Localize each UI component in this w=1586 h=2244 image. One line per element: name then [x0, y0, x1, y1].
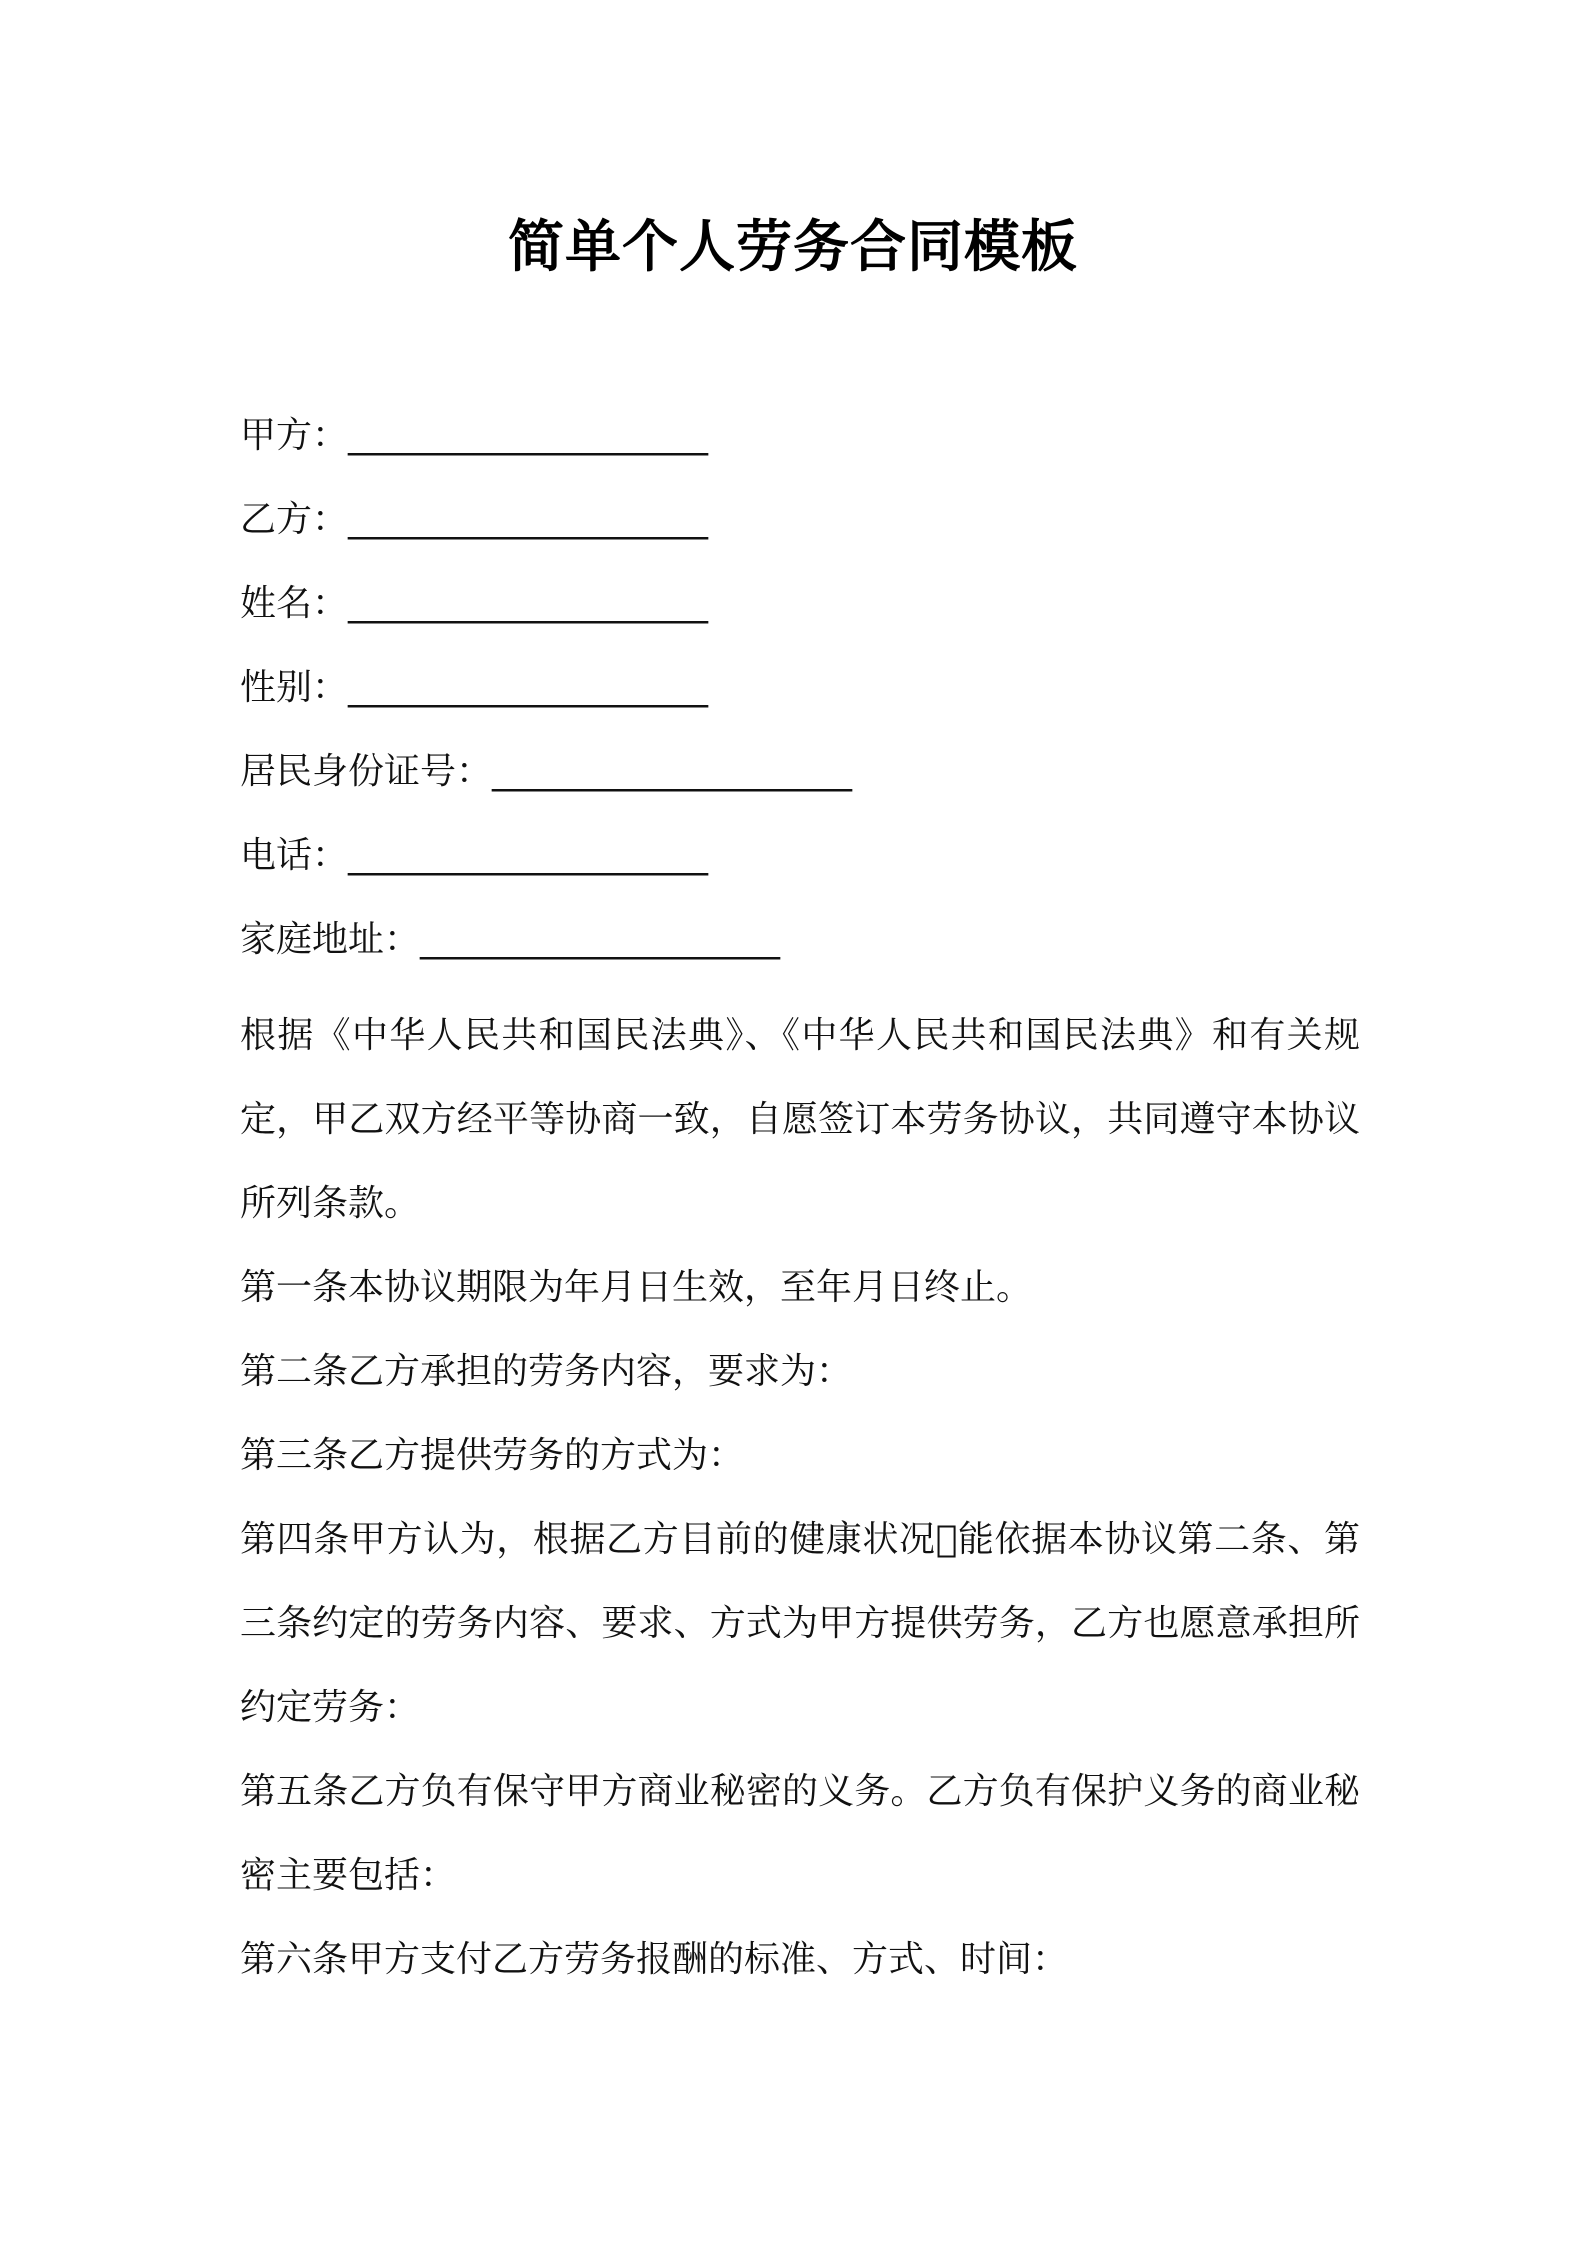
- paragraph-article-1: 第一条本协议期限为年月日生效，至年月日终止。: [240, 1267, 1033, 1308]
- field-id-number: 居民身份证号：____________________: [240, 751, 853, 792]
- document-title: 简单个人劳务合同模板: [508, 215, 1078, 280]
- field-home-address: 家庭地址：____________________: [240, 919, 781, 960]
- contract-body: [240, 994, 1360, 2002]
- field-party-b: 乙方：____________________: [240, 499, 709, 540]
- paragraph-preamble: 根据《中华人民共和国民法典》、《中华人民共和国民法典》和有关规定，甲乙双方经平等协商一致，自愿签订本劳务协议，共同遵守本协议所列条款。: [240, 1015, 1360, 1224]
- paragraph-article-2: 第二条乙方承担的劳务内容，要求为：: [240, 1351, 853, 1392]
- paragraph-article-6: 第六条甲方支付乙方劳务报酬的标准、方式、时间：: [240, 1939, 1069, 1980]
- field-name: 姓名：____________________: [240, 583, 709, 624]
- paragraph-article-3: 第三条乙方提供劳务的方式为：: [240, 1435, 745, 1476]
- field-party-a: 甲方：____________________: [240, 415, 709, 456]
- field-phone: 电话：____________________: [240, 835, 709, 876]
- party-info-fields: [240, 406, 1360, 994]
- field-gender: 性别：____________________: [240, 667, 709, 708]
- paragraph-article-4: 第四条甲方认为，根据乙方目前的健康状况􀀀能依据本协议第二条、第三条约定的劳务内容、要求、方式为甲方提供劳务，乙方也愿意承担所约定劳务：: [240, 1519, 1360, 1728]
- paragraph-article-5: 第五条乙方负有保守甲方商业秘密的义务。乙方负有保护义务的商业秘密主要包括：: [240, 1771, 1360, 1896]
